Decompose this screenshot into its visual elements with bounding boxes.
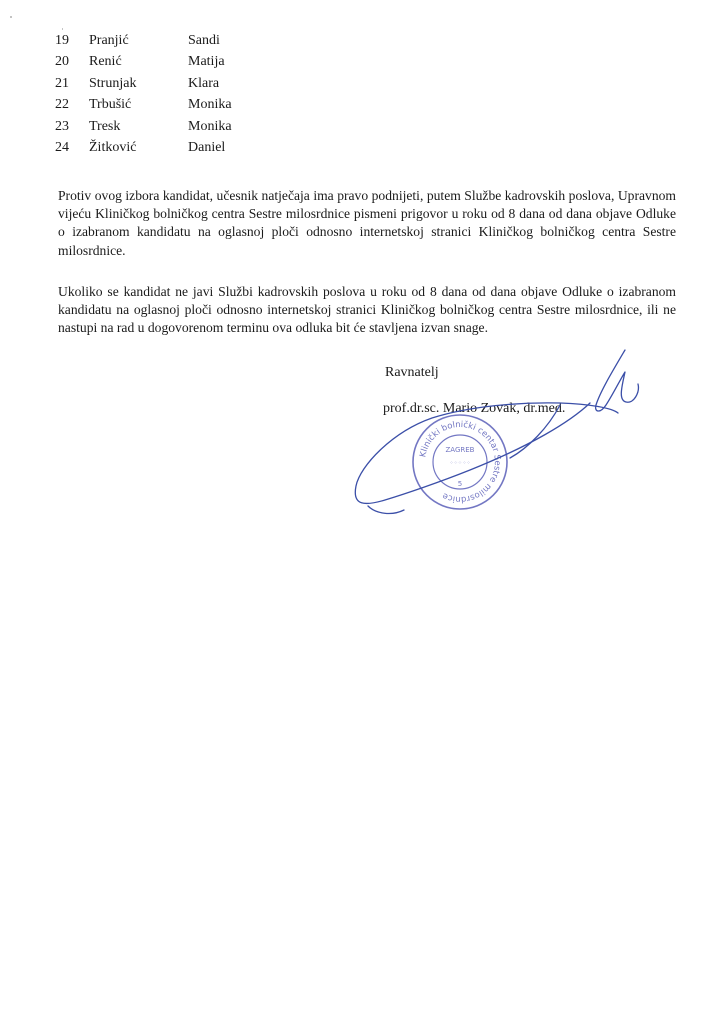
stamp-outer-ring bbox=[413, 415, 507, 509]
stamp-inner-ring bbox=[433, 435, 487, 489]
candidate-surname: Trbušić bbox=[89, 97, 132, 113]
candidate-row bbox=[55, 94, 308, 115]
candidate-row bbox=[55, 116, 308, 137]
stamp-ring-text: Klinički bolnički centar Sestre milosrdnice bbox=[418, 419, 503, 505]
objection-paragraph: Protiv ovog izbora kandidat, učesnik natječaja ima pravo podnijeti, putem Službe kadrovskih poslova, Upravnom vijeću Kliničkog bolničkog centra Sestre milosrdnice pismeni prigovor u roku od 8 dana od dana objave Odluke o izabranom kandidatu na oglasnoj ploči odnosno internetskoj stranici Kliničkog bolničkog centra Sestre milosrdnice. bbox=[58, 188, 676, 258]
deadline-paragraph: Ukoliko se kandidat ne javi Službi kadrovskih poslova u roku od 8 dana od dana objave Odluke o izabranom kandidatu na oglasnoj ploči odnosno internetskoj stranici Kliničkog bolničkog centra Sestre milosrdnice, ili ne nastupi na rad u dogovorenom terminu ova odluka bit će stavljena izvan snage. bbox=[58, 284, 676, 336]
candidate-surname: Tresk bbox=[89, 118, 121, 134]
candidate-row bbox=[55, 30, 308, 51]
candidate-surname: Renić bbox=[89, 54, 122, 70]
candidate-given-name: Daniel bbox=[188, 139, 226, 155]
candidate-number: 22 bbox=[55, 97, 69, 113]
candidate-surname: Pranjić bbox=[89, 33, 129, 48]
candidate-number: 21 bbox=[55, 75, 69, 91]
signatory-name: prof.dr.sc. Mario Zovak, dr.med. bbox=[383, 401, 566, 416]
stamp-number: 5 bbox=[457, 480, 463, 488]
candidate-number: 23 bbox=[55, 118, 69, 134]
candidate-number: 24 bbox=[55, 139, 69, 155]
candidate-number: 19 bbox=[55, 33, 69, 48]
signatory-title: Ravnatelj bbox=[385, 365, 439, 380]
candidate-given-name: Klara bbox=[188, 75, 220, 91]
candidate-surname: Žitković bbox=[89, 139, 137, 155]
scan-speck bbox=[10, 16, 12, 18]
candidate-number: 20 bbox=[55, 54, 69, 70]
stamp-center-text: ZAGREB bbox=[445, 446, 475, 454]
candidate-list bbox=[55, 30, 308, 158]
candidate-row bbox=[55, 137, 308, 158]
candidate-given-name: Sandi bbox=[188, 33, 220, 48]
candidate-row bbox=[55, 73, 308, 94]
candidate-surname: Strunjak bbox=[89, 75, 137, 91]
candidate-given-name: Monika bbox=[188, 118, 232, 134]
official-stamp bbox=[413, 415, 507, 509]
candidate-given-name: Matija bbox=[188, 54, 225, 70]
stamp-center-mark: ⁘⁘⁘⁘⁘ bbox=[449, 460, 471, 466]
candidate-given-name: Monika bbox=[188, 97, 232, 113]
candidate-row bbox=[55, 51, 308, 72]
